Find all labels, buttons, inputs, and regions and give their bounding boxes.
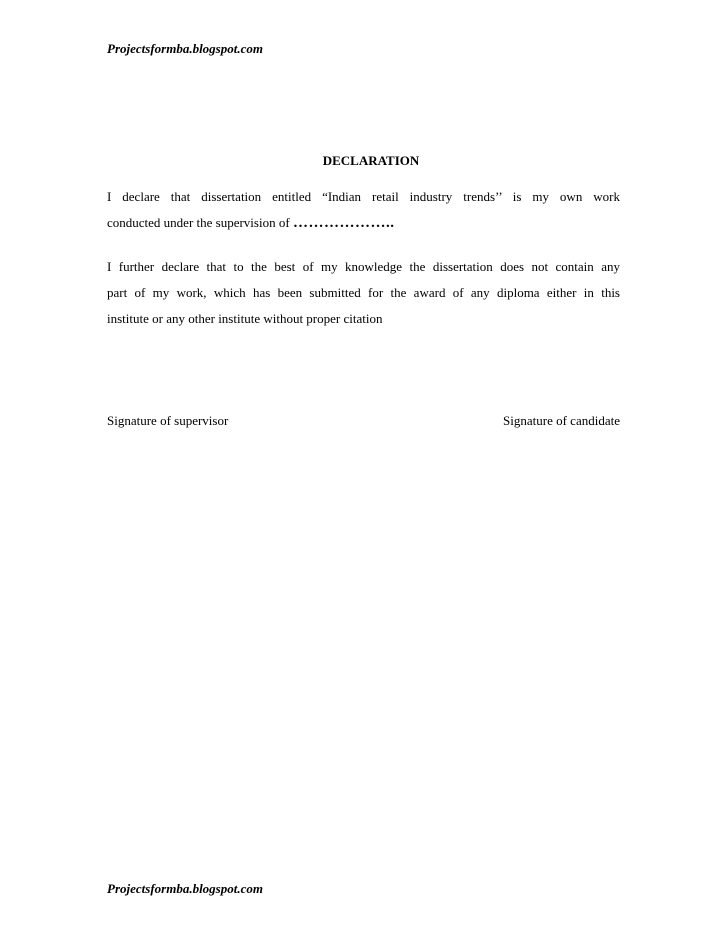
paragraph-1-line-1: I declare that dissertation entitled “Indian retail industry trends’’ is my own work <box>107 189 620 204</box>
declaration-paragraph-2 <box>107 254 620 332</box>
paragraph-2-line-1: I further declare that to the best of my knowledge the dissertation does not contain any <box>107 259 620 274</box>
declaration-paragraph-1 <box>107 184 620 236</box>
page-header: Projectsformba.blogspot.com <box>107 41 263 56</box>
page-footer: Projectsformba.blogspot.com <box>107 881 263 896</box>
supervision-text: conducted under the supervision of <box>107 215 293 230</box>
page-title: DECLARATION <box>322 153 420 168</box>
candidate-signature-label: Signature of candidate <box>503 413 620 428</box>
supervisor-name-placeholder: ……………….. <box>292 215 395 231</box>
supervisor-signature-label: Signature of supervisor <box>107 413 229 428</box>
paragraph-2-line-2: part of my work, which has been submitted for the award of any diploma either in this <box>107 285 620 300</box>
paragraph-2-line-3: institute or any other institute without proper citation <box>107 311 383 326</box>
paragraph-1-line-2 <box>107 210 620 236</box>
